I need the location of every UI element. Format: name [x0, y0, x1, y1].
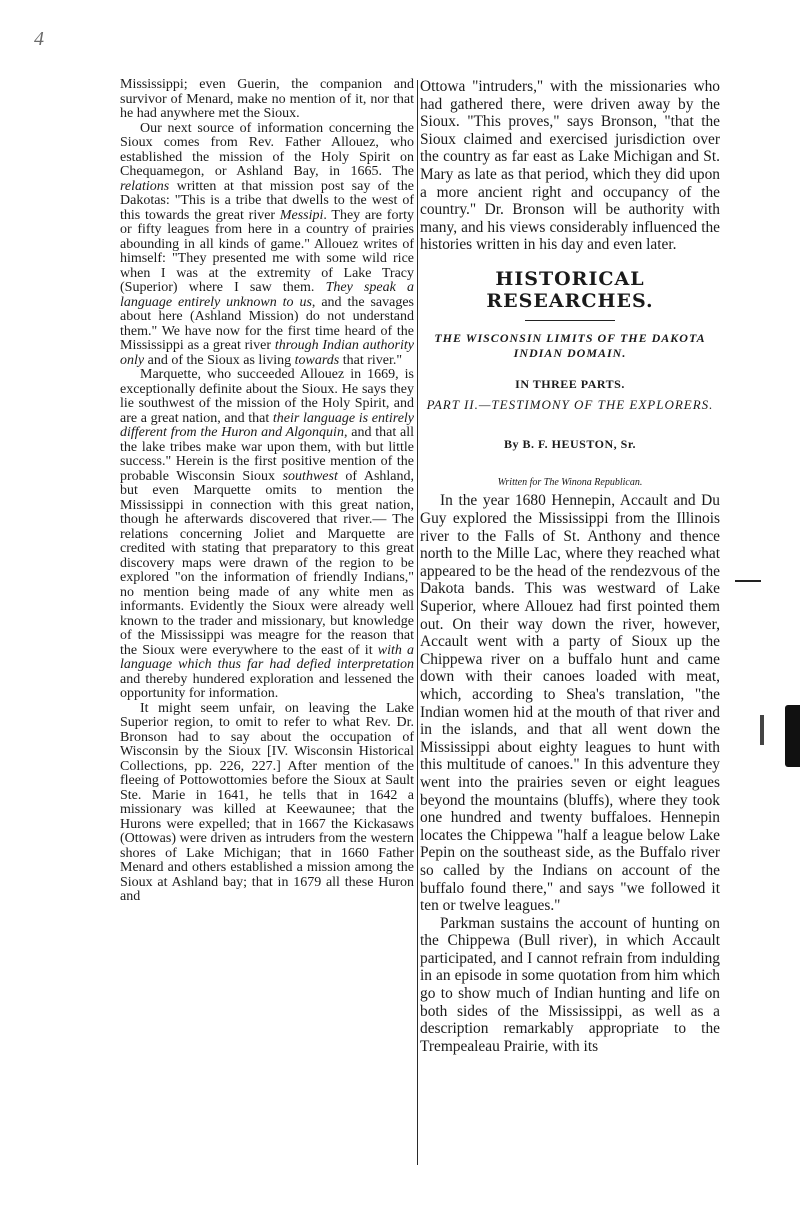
- article-headline: HISTORICAL RESEARCHES.: [486, 267, 654, 312]
- italic-run: their language is entirely different from the Huron and Algonquin: [120, 410, 415, 440]
- text-run: . They are forty or fifty leagues from here in a country of prairies abounding in all kinds of game." Allouez writes of himself: "They presented me with some wild rice when I was at the extremity of Lake Tracy (Superior) where I saw them.: [120, 207, 414, 295]
- headline-rule: [525, 320, 615, 321]
- text-run: , and the savages about here (Ashland Mission) do not understand them." We have now for the first time heard of the Mississippi as a great river: [120, 294, 415, 353]
- margin-tick-mark: [760, 715, 764, 745]
- page-number-mark: 4: [34, 28, 44, 50]
- text-run: Our next source of information concerning the Sioux comes from Rev. Father Allouez, who established the mission of the Holy Spirit on Chequamegon, or Ashland Bay, in 1665. The: [120, 120, 414, 179]
- right-paragraph-1: Ottowa "intruders," with the missionaries who had gathered there, were driven away by the Sioux. "This proves," says Bronson, "that the Sioux claimed and exercised jurisdiction over the country as far east as Lake Michigan and St. Mary as late as that period, which they did upon a more ancient right and occupancy of the country." Dr. Bronson will be authority with many, and his views considerably influenced the histories written in his day and even later.: [420, 78, 720, 254]
- left-paragraph-4: It might seem unfair, on leaving the Lake Superior region, to omit to refer to what Rev. Dr. Bronson had to say about the occupation of Wisconsin by the Sioux [IV. Wisconsin Historical Collections, pp. 226, 227.] After mention of the fleeing of Pottowottomies before the Sioux at Sault Ste. Marie in 1641, he tells that in 1642 a missionary was killed at Keewaunee; that the Hurons were expelled; that in 1667 the Kickasaws (Ottowas) were driven as intruders from the western shores of Lake Michigan; that in 1660 Father Menard and others established a mission among the Sioux at Ashland bay; that in 1679 all these Huron and: [120, 700, 414, 904]
- italic-run: through Indian authority only: [120, 338, 415, 368]
- article-byline: By B. F. HEUSTON, Sr.: [503, 437, 637, 452]
- text-run: that river.": [339, 352, 403, 368]
- italic-run: They speak a language entirely unknown to us: [120, 280, 415, 310]
- left-paragraph-3: [120, 368, 414, 702]
- italic-run: Messipi: [279, 207, 324, 223]
- left-paragraph-2: [120, 122, 414, 369]
- italic-run: with a language which thus far had defied interpretation: [120, 642, 414, 672]
- italic-run: towards: [294, 352, 340, 368]
- column-rule: [417, 80, 418, 1165]
- italic-run: southwest: [282, 468, 338, 484]
- text-run: , and that all the lake tribes make war upon them, with but little success." Herein is the first positive mention of the probable Wisconsin Sioux: [120, 425, 414, 484]
- article-subhead: THE WISCONSIN LIMITS OF THE DAKOTA INDIAN DOMAIN.: [434, 330, 706, 360]
- left-paragraph-1: Mississippi; even Guerin, the companion and survivor of Menard, make no mention of it, nor that he had anywhere met the Sioux.: [120, 77, 414, 121]
- written-for-note: Written for The Winona Republican.: [497, 476, 643, 488]
- text-run: written at that mission post say of the Dakotas: "This is a tribe that dwells to the west of this towards the great river: [120, 178, 414, 223]
- text-run: and thereby hundered exploration and lessened the opportunity for information.: [120, 671, 414, 701]
- right-paragraph-2: In the year 1680 Hennepin, Accault and Du Guy explored the Mississippi from the Illinois river to the Falls of St. Anthony and thence north to the Mille Lac, where they reached what appeared to be the head of the rendezvous of the Dakota bands. This was westward of Lake Superior, where Allouez had first pointed them out. On their way down the river, however, Accault went with a party of Sioux up the Chippewa river on a buffalo hunt and came down with their canoes loaded with meat, which, according to Shea's translation, "the Indian women hid at the mouth of that river and in the islands, and that all went down the Mississippi about eighty leagues to hunt with this multitude of canoes." In this adventure they went into the prairies seven or eight leagues beyond the mountains (bluffs), where they took one hundred and twenty buffaloes. Hennepin locates the Chippewa "half a league below Lake Pepin on the southeast side, as the Buffalo river so called by the Indians on account of the buffalo found there," and says "we followed it ten or twelve leagues.": [420, 492, 720, 915]
- text-run: and of the Sioux as living: [144, 352, 295, 368]
- right-column: [420, 78, 720, 1055]
- text-run: of Ashland, but even Marquette omits to mention the Mississippi in connection with this great nation, though he afterwards discovered that river.— The relations concerning Joliet and Marquette are credited with stating that preparatory to this great discovery maps were drawn of the region to be explored "on the information of friendly Indians," no mention being made of any white men as informants. Evidently the Sioux were already well known to the trader and missionary, but knowledge of the Mississippi was meagre for the reason that the Sioux were everywhere to the east of it: [120, 468, 414, 658]
- article-part-title: PART II.—TESTIMONY OF THE EXPLORERS.: [426, 397, 714, 413]
- margin-black-tab: [785, 705, 800, 767]
- right-paragraph-3: Parkman sustains the account of hunting on the Chippewa (Bull river), in which Accault participated, and I cannot refrain from indulding in an episode in some quotation from him which go to show much of Indian hunting and life on both sides of the Mississippi, as well as a description remarkably appropriate to the Trempealeau Prairie, with its: [420, 914, 720, 1055]
- italic-run: relations: [120, 178, 170, 194]
- margin-dash-mark: [735, 580, 761, 582]
- left-column: [120, 78, 414, 905]
- text-run: Marquette, who succeeded Allouez in 1669, is exceptionally definite about the Sioux. He says they lie southwest of the mission of the Holy Spirit, and are a great nation, and that: [120, 367, 414, 426]
- article-parts: IN THREE PARTS.: [515, 376, 625, 391]
